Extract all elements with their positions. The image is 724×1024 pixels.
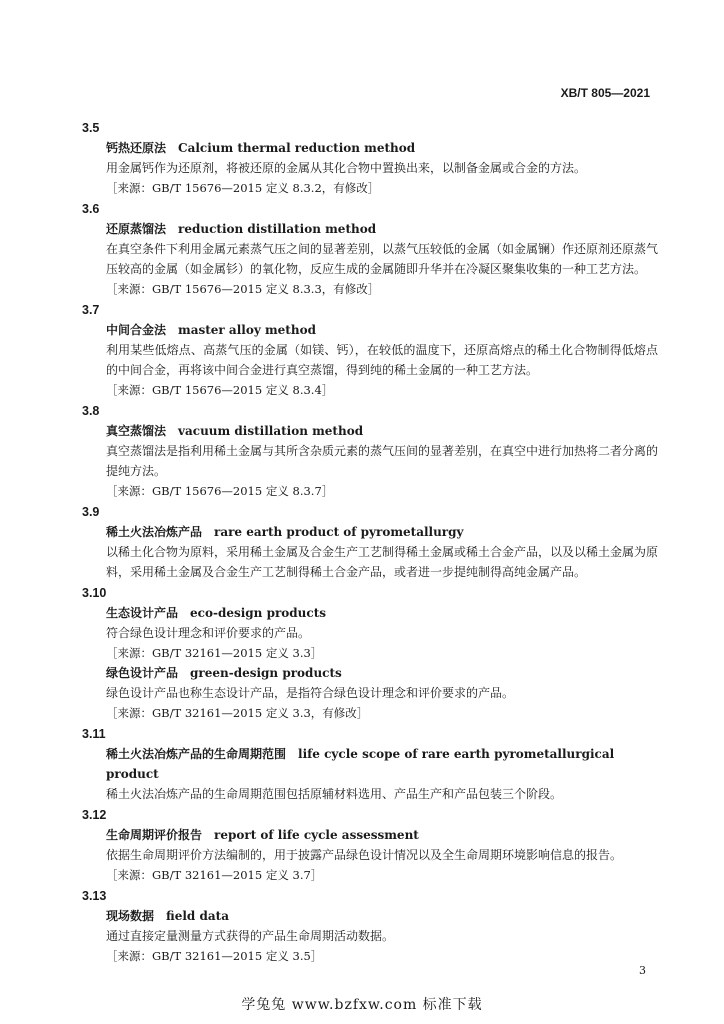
term-source: ［来源：GB/T 15676—2015 定义 8.3.2，有修改］ <box>106 181 380 195</box>
term-chinese: 绿色设计产品 <box>106 666 179 680</box>
term-entry <box>78 583 658 723</box>
term-english: master alloy method <box>178 323 316 337</box>
term-number: 3.12 <box>82 808 107 822</box>
term-chinese: 真空蒸馏法 <box>106 424 167 438</box>
term-definition: 依据生命周期评价方法编制的，用于披露产品绿色设计情况以及全生命周期环境影响信息的报告。 <box>106 848 623 862</box>
term-chinese: 生命周期评价报告 <box>106 828 203 842</box>
term-english: eco-design products <box>190 606 327 620</box>
term-chinese: 钙热还原法 <box>106 141 167 155</box>
term-english: green-design products <box>190 666 342 680</box>
term-heading <box>78 138 658 158</box>
term-heading <box>78 744 658 784</box>
term-number: 3.8 <box>82 404 100 418</box>
term-chinese: 还原蒸馏法 <box>106 222 167 236</box>
term-source: ［来源：GB/T 15676—2015 定义 8.3.4］ <box>106 383 334 397</box>
term-english: life cycle scope of rare earth pyrometallurgical product <box>106 747 615 781</box>
term-english: Calcium thermal reduction method <box>178 141 416 155</box>
term-heading <box>78 421 658 441</box>
term-number: 3.11 <box>82 727 106 741</box>
term-definition: 真空蒸馏法是指利用稀土金属与其所含杂质元素的蒸气压间的显著差别，在真空中进行加热将二者分离的提纯方法。 <box>106 444 659 478</box>
term-chinese: 生态设计产品 <box>106 606 179 620</box>
footer-watermark: 学兔兔 www.bzfxw.com 标准下载 <box>241 997 483 1013</box>
term-definition: 通过直接定量测量方式获得的产品生命周期活动数据。 <box>106 929 395 943</box>
term-entry <box>78 724 658 804</box>
term-entry <box>78 118 658 198</box>
term-chinese: 中间合金法 <box>106 323 167 337</box>
term-chinese: 稀土火法冶炼产品的生命周期范围 <box>106 747 287 761</box>
term-definition: 稀土火法冶炼产品的生命周期范围包括原辅材料选用、产品生产和产品包装三个阶段。 <box>106 787 563 801</box>
term-english: rare earth product of pyrometallurgy <box>214 525 464 539</box>
term-heading <box>78 219 658 239</box>
term-entry <box>78 886 658 966</box>
term-entry <box>78 401 658 501</box>
term-number: 3.9 <box>82 505 100 519</box>
term-source: ［来源：GB/T 32161—2015 定义 3.5］ <box>106 949 323 963</box>
term-english: report of life cycle assessment <box>214 828 419 842</box>
term-english: vacuum distillation method <box>178 424 364 438</box>
term-definition: 用金属钙作为还原剂，将被还原的金属从其化合物中置换出来，以制备金属或合金的方法。 <box>106 161 587 175</box>
term-english: reduction distillation method <box>178 222 377 236</box>
term-entry <box>78 805 658 885</box>
term-source: ［来源：GB/T 15676—2015 定义 8.3.3，有修改］ <box>106 282 380 296</box>
term-definition: 以稀土化合物为原料，采用稀土金属及合金生产工艺制得稀土金属或稀土合金产品，以及以稀土金属为原料，采用稀土金属及合金生产工艺制得稀土合金产品，或者进一步提纯制得高纯金属产品。 <box>106 545 659 579</box>
term-source: ［来源：GB/T 32161—2015 定义 3.3］ <box>106 646 323 660</box>
page-number: 3 <box>639 964 646 977</box>
term-entry <box>78 199 658 299</box>
term-number: 3.5 <box>82 121 100 135</box>
terms-list <box>78 118 658 967</box>
term-heading <box>78 522 658 542</box>
term-heading <box>78 825 658 845</box>
term-number: 3.13 <box>82 889 107 903</box>
term-heading <box>78 320 658 340</box>
term-definition: 绿色设计产品也称生态设计产品，是指符合绿色设计理念和评价要求的产品。 <box>106 686 515 700</box>
term-heading <box>78 603 658 623</box>
standard-code: XB/T 805—2021 <box>560 86 650 100</box>
term-english: field data <box>166 909 229 923</box>
term-number: 3.6 <box>82 202 100 216</box>
term-definition: 利用某些低熔点、高蒸气压的金属（如镁、钙），在较低的温度下，还原高熔点的稀土化合物制得低熔点的中间合金，再将该中间合金进行真空蒸馏，得到纯的稀土金属的一种工艺方法。 <box>106 343 658 377</box>
term-source: ［来源：GB/T 32161—2015 定义 3.3，有修改］ <box>106 706 369 720</box>
term-chinese: 稀土火法冶炼产品 <box>106 525 203 539</box>
term-chinese: 现场数据 <box>106 909 155 923</box>
term-number: 3.10 <box>82 586 107 600</box>
term-entry <box>78 502 658 582</box>
term-definition: 符合绿色设计理念和评价要求的产品。 <box>106 626 311 640</box>
term-source: ［来源：GB/T 32161—2015 定义 3.7］ <box>106 868 323 882</box>
term-heading <box>78 906 658 926</box>
term-definition: 在真空条件下利用金属元素蒸气压之间的显著差别，以蒸气压较低的金属（如金属镧）作还原剂还原蒸气压较高的金属（如金属钐）的氧化物，反应生成的金属随即升华并在冷凝区聚集收集的一种工艺方法。 <box>106 242 659 276</box>
term-heading <box>78 663 658 683</box>
term-source: ［来源：GB/T 15676—2015 定义 8.3.7］ <box>106 484 334 498</box>
term-entry <box>78 300 658 400</box>
term-number: 3.7 <box>82 303 100 317</box>
